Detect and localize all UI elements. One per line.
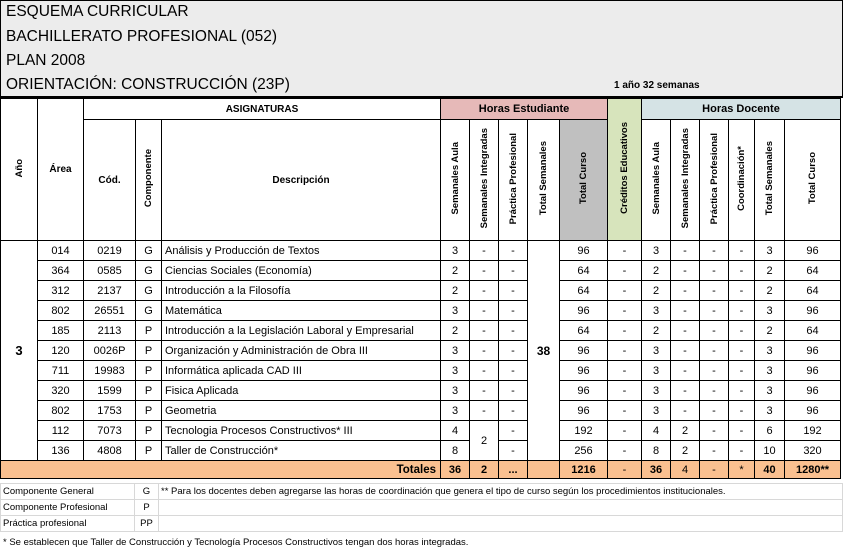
legend-label: Práctica profesional — [1, 516, 135, 532]
aula-cell: 2 — [441, 281, 470, 301]
cod-cell: 7073 — [84, 421, 136, 441]
header-total-curso: Total Curso — [560, 120, 608, 241]
d-aula-cell: 3 — [642, 401, 671, 421]
tcurso-cell: 96 — [560, 241, 608, 261]
aula-cell: 3 — [441, 241, 470, 261]
area-cell: 802 — [38, 401, 84, 421]
area-cell: 802 — [38, 301, 84, 321]
d-tcurso-cell: 96 — [785, 241, 841, 261]
cred-cell: - — [608, 321, 642, 341]
prac-cell: - — [499, 381, 528, 401]
cred-cell: - — [608, 301, 642, 321]
descripcion-cell: Geometria — [162, 401, 441, 421]
d-coord-cell: - — [729, 421, 755, 441]
duration-label: 1 año 32 semanas — [614, 80, 700, 91]
prac-cell: - — [499, 441, 528, 461]
integ-cell: - — [470, 361, 499, 381]
d-tsem-cell: 3 — [755, 341, 785, 361]
table-row — [1, 261, 841, 281]
d-tcurso-cell: 320 — [785, 441, 841, 461]
totals-row — [1, 461, 841, 479]
tcurso-cell: 96 — [560, 341, 608, 361]
table-row — [1, 401, 841, 421]
d-aula-cell: 4 — [642, 421, 671, 441]
d-tcurso-cell: 96 — [785, 341, 841, 361]
legend-note — [159, 516, 843, 532]
cod-cell: 19983 — [84, 361, 136, 381]
legend-table — [0, 483, 843, 532]
d-integ-cell: 2 — [671, 441, 700, 461]
d-tsem-cell: 3 — [755, 381, 785, 401]
aula-cell: 3 — [441, 381, 470, 401]
title-line-4: ORIENTACIÓN: CONSTRUCCIÓN (23P) — [6, 76, 290, 93]
cred-cell: - — [608, 241, 642, 261]
totals-d-prac: - — [700, 461, 729, 479]
d-tsem-cell: 2 — [755, 281, 785, 301]
total-semanales-cell: 38 — [528, 241, 560, 461]
aula-cell: 8 — [441, 441, 470, 461]
integ-cell: - — [470, 301, 499, 321]
legend-code: G — [135, 484, 159, 500]
d-prac-cell: - — [700, 441, 729, 461]
tcurso-cell: 64 — [560, 321, 608, 341]
table-row — [1, 361, 841, 381]
integ-cell: - — [470, 261, 499, 281]
header-descripcion: Descripción — [162, 120, 441, 241]
totals-d-aula: 36 — [642, 461, 671, 479]
aula-cell: 4 — [441, 421, 470, 441]
d-coord-cell: - — [729, 321, 755, 341]
title-line-3: PLAN 2008 — [6, 52, 86, 69]
d-tsem-cell: 3 — [755, 241, 785, 261]
integ-merged-cell: 2 — [470, 421, 499, 461]
d-tcurso-cell: 64 — [785, 261, 841, 281]
area-cell: 364 — [38, 261, 84, 281]
totals-aula: 36 — [441, 461, 470, 479]
componente-cell: P — [136, 361, 162, 381]
legend-label: Componente General — [1, 484, 135, 500]
d-prac-cell: - — [700, 381, 729, 401]
prac-cell: - — [499, 401, 528, 421]
table-row — [1, 381, 841, 401]
d-aula-cell: 2 — [642, 261, 671, 281]
tcurso-cell: 192 — [560, 421, 608, 441]
d-tcurso-cell: 96 — [785, 381, 841, 401]
prac-cell: - — [499, 301, 528, 321]
d-integ-cell: - — [671, 301, 700, 321]
d-integ-cell: - — [671, 281, 700, 301]
title-line-2: BACHILLERATO PROFESIONAL (052) — [6, 28, 278, 45]
componente-cell: G — [136, 261, 162, 281]
d-coord-cell: - — [729, 441, 755, 461]
aula-cell: 2 — [441, 261, 470, 281]
table-row — [1, 421, 841, 441]
cod-cell: 0219 — [84, 241, 136, 261]
componente-cell: G — [136, 241, 162, 261]
cred-cell: - — [608, 281, 642, 301]
d-integ-cell: - — [671, 401, 700, 421]
aula-cell: 3 — [441, 401, 470, 421]
aula-cell: 3 — [441, 301, 470, 321]
tcurso-cell: 96 — [560, 301, 608, 321]
cred-cell: - — [608, 421, 642, 441]
d-integ-cell: - — [671, 261, 700, 281]
legend-code: P — [135, 500, 159, 516]
year-cell: 3 — [1, 241, 38, 461]
legend-code: PP — [135, 516, 159, 532]
integ-cell: - — [470, 381, 499, 401]
tcurso-cell: 96 — [560, 381, 608, 401]
componente-cell: P — [136, 321, 162, 341]
integ-cell: - — [470, 281, 499, 301]
area-cell: 185 — [38, 321, 84, 341]
d-integ-cell: - — [671, 381, 700, 401]
d-aula-cell: 3 — [642, 361, 671, 381]
d-integ-cell: - — [671, 361, 700, 381]
table-row — [1, 241, 841, 261]
d-integ-cell: - — [671, 241, 700, 261]
cred-cell: - — [608, 361, 642, 381]
descripcion-cell: Tecnologia Procesos Constructivos* III — [162, 421, 441, 441]
area-cell: 320 — [38, 381, 84, 401]
integ-cell: - — [470, 241, 499, 261]
descripcion-cell: Fisica Aplicada — [162, 381, 441, 401]
d-coord-cell: - — [729, 241, 755, 261]
tcurso-cell: 64 — [560, 281, 608, 301]
aula-cell: 3 — [441, 341, 470, 361]
d-tsem-cell: 3 — [755, 401, 785, 421]
title-band — [0, 0, 843, 98]
header-componente: Componente — [136, 120, 162, 241]
descripcion-cell: Organización y Administración de Obra III — [162, 341, 441, 361]
header-horas-estudiante: Horas Estudiante — [441, 99, 608, 120]
cred-cell: - — [608, 341, 642, 361]
d-coord-cell: - — [729, 341, 755, 361]
d-coord-cell: - — [729, 301, 755, 321]
d-tsem-cell: 6 — [755, 421, 785, 441]
table-row — [1, 441, 841, 461]
area-cell: 112 — [38, 421, 84, 441]
legend-label: Componente Profesional — [1, 500, 135, 516]
d-tcurso-cell: 96 — [785, 361, 841, 381]
tcurso-cell: 256 — [560, 441, 608, 461]
descripcion-cell: Ciencias Sociales (Economía) — [162, 261, 441, 281]
totals-prac: ... — [499, 461, 528, 479]
legend-row — [1, 500, 843, 516]
header-doc-sem-aula: Semanales Aula — [642, 120, 671, 241]
d-prac-cell: - — [700, 341, 729, 361]
d-integ-cell: 2 — [671, 421, 700, 441]
curriculum-table — [0, 98, 841, 479]
cod-cell: 2137 — [84, 281, 136, 301]
aula-cell: 3 — [441, 361, 470, 381]
totals-d-tcurso: 1280** — [785, 461, 841, 479]
header-asignaturas: ASIGNATURAS — [84, 99, 441, 120]
d-integ-cell: - — [671, 341, 700, 361]
d-tcurso-cell: 192 — [785, 421, 841, 441]
d-aula-cell: 3 — [642, 301, 671, 321]
d-aula-cell: 3 — [642, 341, 671, 361]
componente-cell: P — [136, 421, 162, 441]
legend-row — [1, 516, 843, 532]
tcurso-cell: 96 — [560, 361, 608, 381]
totals-d-integ: 4 — [671, 461, 700, 479]
descripcion-cell: Taller de Construcción* — [162, 441, 441, 461]
descripcion-cell: Informática aplicada CAD III — [162, 361, 441, 381]
legend-row — [1, 484, 843, 500]
d-aula-cell: 3 — [642, 381, 671, 401]
componente-cell: P — [136, 341, 162, 361]
d-tsem-cell: 3 — [755, 361, 785, 381]
cred-cell: - — [608, 401, 642, 421]
cod-cell: 26551 — [84, 301, 136, 321]
cod-cell: 1753 — [84, 401, 136, 421]
componente-cell: P — [136, 401, 162, 421]
descripcion-cell: Análisis y Producción de Textos — [162, 241, 441, 261]
header-cod: Cód. — [84, 120, 136, 241]
totals-tcurso: 1216 — [560, 461, 608, 479]
prac-cell: - — [499, 341, 528, 361]
d-prac-cell: - — [700, 401, 729, 421]
table-row — [1, 321, 841, 341]
prac-cell: - — [499, 241, 528, 261]
totals-d-tsem: 40 — [755, 461, 785, 479]
header-anio: Año — [1, 99, 38, 241]
d-tsem-cell: 2 — [755, 321, 785, 341]
descripcion-cell: Introducción a la Filosofía — [162, 281, 441, 301]
cod-cell: 0026P — [84, 341, 136, 361]
d-tcurso-cell: 96 — [785, 401, 841, 421]
tcurso-cell: 96 — [560, 401, 608, 421]
d-prac-cell: - — [700, 261, 729, 281]
d-tsem-cell: 10 — [755, 441, 785, 461]
cod-cell: 2113 — [84, 321, 136, 341]
d-coord-cell: - — [729, 261, 755, 281]
area-cell: 014 — [38, 241, 84, 261]
header-sem-aula: Semanales Aula — [441, 120, 470, 241]
tcurso-cell: 64 — [560, 261, 608, 281]
descripcion-cell: Introducción a la Legislación Laboral y Empresarial — [162, 321, 441, 341]
table-row — [1, 341, 841, 361]
cred-cell: - — [608, 381, 642, 401]
d-aula-cell: 3 — [642, 241, 671, 261]
table-row — [1, 281, 841, 301]
d-tsem-cell: 3 — [755, 301, 785, 321]
cred-cell: - — [608, 261, 642, 281]
legend-note: ** Para los docentes deben agregarse las horas de coordinación que genera el tipo de curso según los procedimientos institucionales. — [159, 484, 843, 500]
descripcion-cell: Matemática — [162, 301, 441, 321]
d-prac-cell: - — [700, 301, 729, 321]
integ-cell: - — [470, 341, 499, 361]
integ-cell: - — [470, 401, 499, 421]
prac-cell: - — [499, 421, 528, 441]
cred-cell: - — [608, 441, 642, 461]
header-doc-sem-integradas: Semanales Integradas — [671, 120, 700, 241]
area-cell: 312 — [38, 281, 84, 301]
componente-cell: G — [136, 281, 162, 301]
d-prac-cell: - — [700, 281, 729, 301]
header-sem-integradas: Semanales Integradas — [470, 120, 499, 241]
prac-cell: - — [499, 321, 528, 341]
totals-d-coord: * — [729, 461, 755, 479]
d-prac-cell: - — [700, 321, 729, 341]
d-prac-cell: - — [700, 421, 729, 441]
cod-cell: 1599 — [84, 381, 136, 401]
cod-cell: 0585 — [84, 261, 136, 281]
header-creditos: Créditos Educativos — [608, 99, 642, 241]
componente-cell: P — [136, 441, 162, 461]
header-total-semanales: Total Semanales — [528, 120, 560, 241]
area-cell: 120 — [38, 341, 84, 361]
d-coord-cell: - — [729, 381, 755, 401]
totals-label: Totales — [1, 461, 441, 479]
totals-integ: 2 — [470, 461, 499, 479]
aula-cell: 2 — [441, 321, 470, 341]
d-tcurso-cell: 96 — [785, 301, 841, 321]
prac-cell: - — [499, 361, 528, 381]
header-doc-practica: Práctica Profesional — [700, 120, 729, 241]
d-prac-cell: - — [700, 241, 729, 261]
d-aula-cell: 2 — [642, 281, 671, 301]
d-coord-cell: - — [729, 401, 755, 421]
header-doc-total-curso: Total Curso — [785, 120, 841, 241]
table-row — [1, 301, 841, 321]
header-area: Área — [38, 99, 84, 241]
legend-note — [159, 500, 843, 516]
d-coord-cell: - — [729, 281, 755, 301]
integ-cell: - — [470, 321, 499, 341]
d-tcurso-cell: 64 — [785, 281, 841, 301]
footnote: * Se establecen que Taller de Construcción y Tecnología Procesos Constructivos tengan dos horas integradas. — [3, 537, 469, 548]
d-tsem-cell: 2 — [755, 261, 785, 281]
totals-tsem — [528, 461, 560, 479]
componente-cell: G — [136, 301, 162, 321]
d-aula-cell: 8 — [642, 441, 671, 461]
componente-cell: P — [136, 381, 162, 401]
prac-cell: - — [499, 261, 528, 281]
d-tcurso-cell: 64 — [785, 321, 841, 341]
area-cell: 711 — [38, 361, 84, 381]
d-prac-cell: - — [700, 361, 729, 381]
header-practica: Práctica Profesional — [499, 120, 528, 241]
title-line-1: ESQUEMA CURRICULAR — [6, 3, 189, 20]
d-integ-cell: - — [671, 321, 700, 341]
cod-cell: 4808 — [84, 441, 136, 461]
header-doc-total-semanales: Total Semanales — [755, 120, 785, 241]
header-doc-coordinacion: Coordinación* — [729, 120, 755, 241]
d-aula-cell: 2 — [642, 321, 671, 341]
d-coord-cell: - — [729, 361, 755, 381]
header-horas-docente: Horas Docente — [642, 99, 841, 120]
area-cell: 136 — [38, 441, 84, 461]
totals-cred: - — [608, 461, 642, 479]
prac-cell: - — [499, 281, 528, 301]
